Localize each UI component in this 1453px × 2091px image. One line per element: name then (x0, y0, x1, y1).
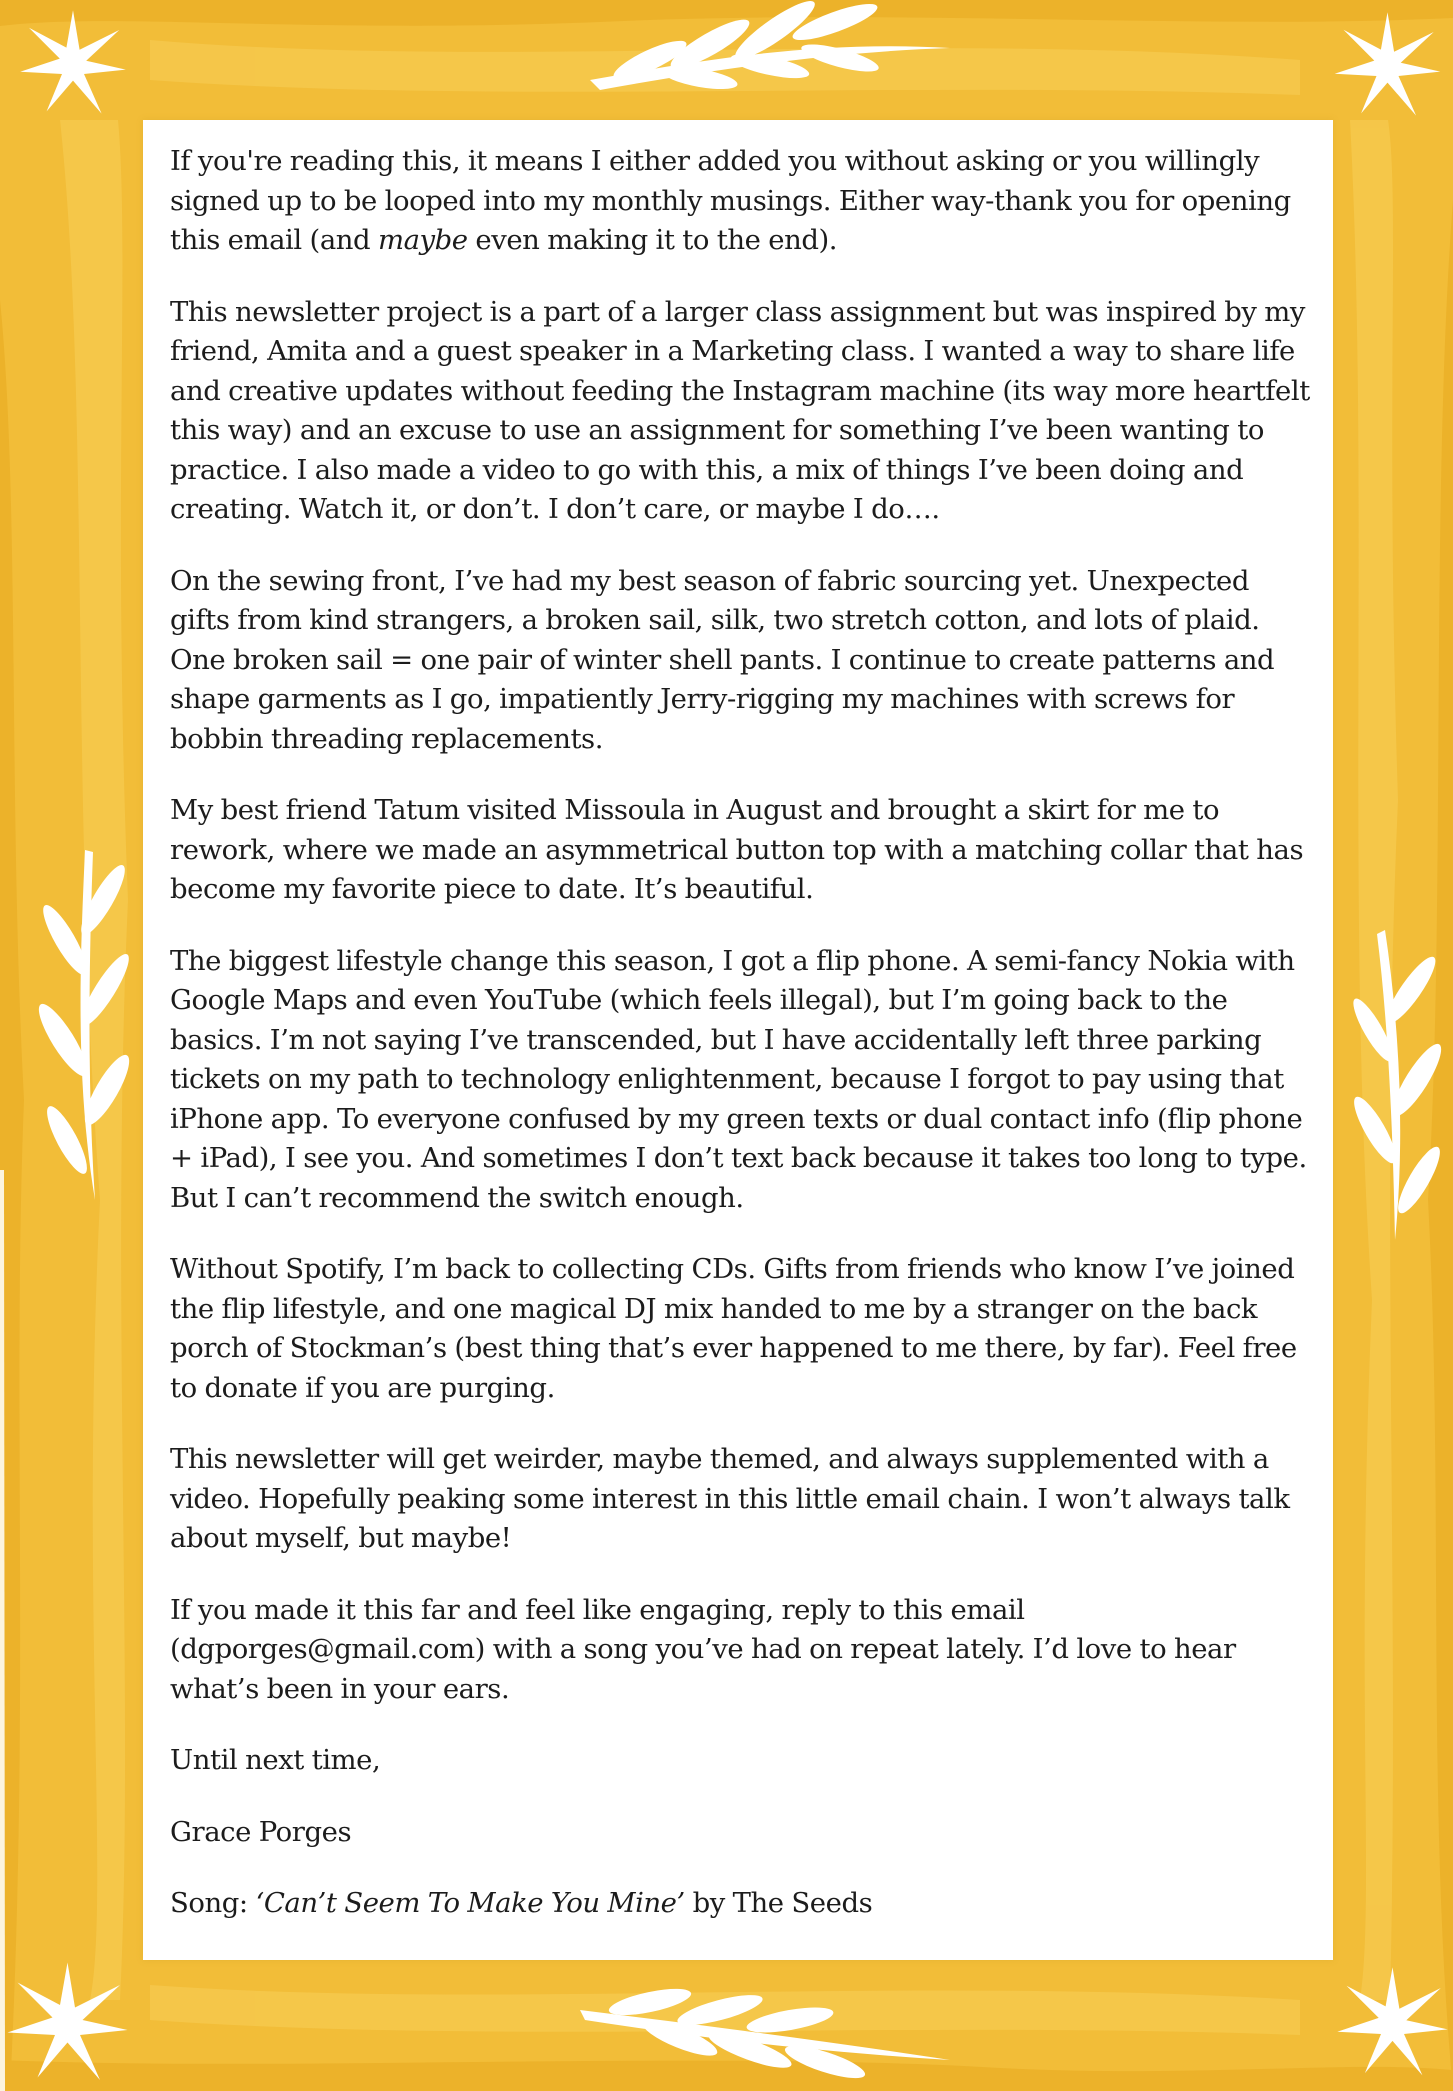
project-paragraph: This newsletter project is a part of a larger class assignment but was inspired by my friend, Amita and a guest speaker in a Marketing class. I wanted a way to share life and creative updates without feeding the Instagram machine (its way more heartfelt this way) and an excuse to use an assignment for something I’ve been wanting to practice. I also made a video to go with this, a mix of things I’ve been doing and creating. Watch it, or don’t. I don’t care, or maybe I do…. (170, 295, 1310, 525)
closing-line: Until next time, (170, 1744, 381, 1776)
song-line (170, 1884, 1315, 1924)
intro-emphasis: maybe (377, 224, 468, 256)
reply-invite-paragraph: If you made it this far and feel like engaging, reply to this email (dgporges@gmail.com) with a song you’ve had on repeat lately. I’d love to hear what’s been in your ears. (170, 1593, 1236, 1705)
star-icon (5, 1960, 130, 2085)
song-label: Song: (170, 1887, 256, 1919)
future-newsletter-paragraph: This newsletter will get weirder, maybe themed, and always supplemented with a video. Hopefully peaking some interest in this little email chain. I won’t always talk about myself, but maybe! (170, 1443, 1290, 1554)
leaf-sprig-icon (1345, 920, 1450, 1250)
flip-phone-paragraph: The biggest lifestyle change this season, I got a flip phone. A semi-fancy Nokia with Google Maps and even YouTube (which feels illegal), but I’m going back to the basics. I’m not saying I’ve transcended, but I have accidentally left three parking tickets on my path to technology enlightenment, because I forgot to pay using that iPhone app. To everyone confused by my green texts or dual contact info (flip phone + iPad), I see you. And sometimes I don’t text back because it takes too long to type. But I can’t recommend the switch enough. (170, 944, 1307, 1214)
song-title: ‘Can’t Seem To Make You Mine’ (255, 1887, 685, 1919)
intro-text-end: even making it to the end). (467, 224, 838, 256)
leaf-sprig-icon (25, 840, 135, 1210)
song-artist: by The Seeds (684, 1887, 873, 1919)
star-icon (18, 8, 128, 118)
intro-text: If you're reading this, it means I either added you without asking or you willingly signed up to be looped into my monthly musings. Either way-thank you for opening this email (and (170, 145, 1291, 256)
leaf-sprig-icon (580, 0, 960, 95)
intro-paragraph (170, 142, 1315, 261)
sewing-paragraph: On the sewing front, I’ve had my best season of fabric sourcing yet. Unexpected gifts from kind strangers, a broken sail, silk, two stretch cotton, and lots of plaid. One broken sail = one pair of winter shell pants. I continue to create patterns and shape garments as I go, impatiently Jerry-rigging my machines with screws for bobbin threading replacements. (170, 564, 1275, 755)
signature: Grace Porges (170, 1815, 352, 1848)
cd-collection-paragraph: Without Spotify, I’m back to collecting CDs. Gifts from friends who know I’ve joined the flip lifestyle, and one magical DJ mix handed to me by a stranger on the back porch of Stockman’s (best thing that’s ever happened to me there, by far). Feel free to donate if you are purging. (170, 1253, 1297, 1404)
friend-visit-paragraph: My best friend Tatum visited Missoula in August and brought a skirt for me to rework, where we made an asymmetrical button top with a matching collar that has become my favorite piece to date. It’s beautiful. (170, 794, 1304, 905)
star-icon (1330, 10, 1445, 120)
newsletter-body (170, 142, 1315, 1956)
star-icon (1335, 1960, 1450, 2085)
leaf-sprig-icon (570, 1980, 960, 2085)
